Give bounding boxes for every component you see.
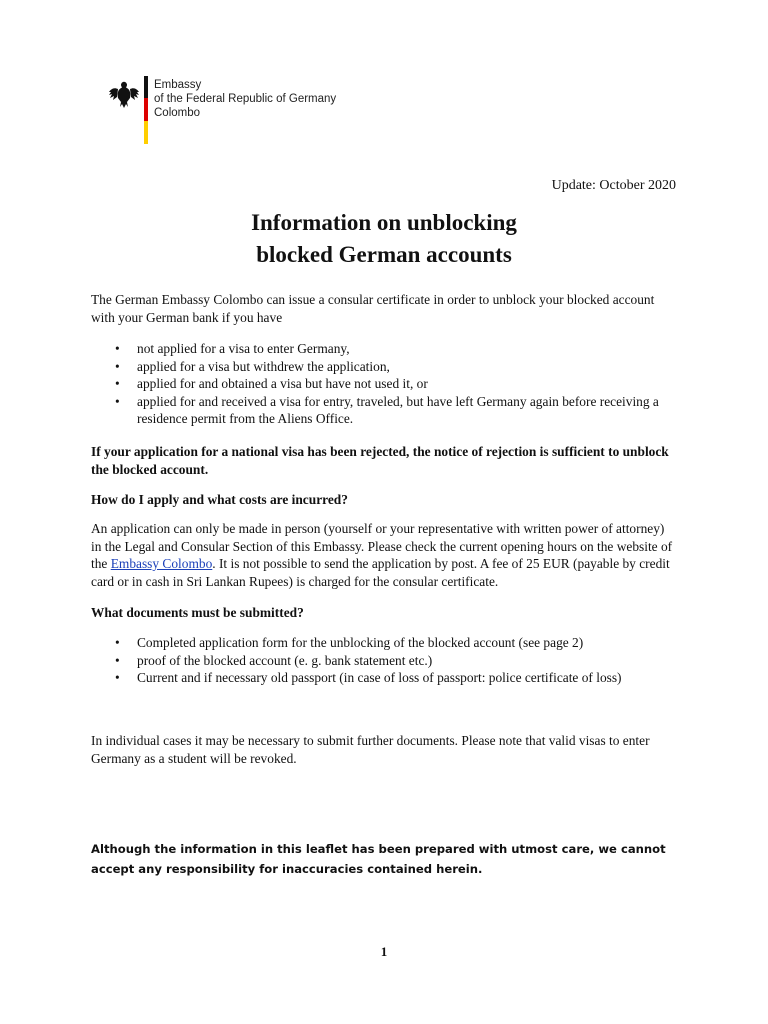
title-line-1: Information on unblocking: [251, 210, 517, 235]
rejection-note: If your application for a national visa has been rejected, the notice of rejection is sufficient to unblock the blocked account.: [91, 444, 669, 477]
list-item: [91, 634, 676, 652]
list-item: [91, 375, 676, 393]
list-item-text: applied for and obtained a visa but have not used it, or: [137, 376, 428, 391]
letterhead-text: [154, 78, 336, 120]
federal-eagle-icon: [108, 78, 140, 110]
update-date: Update: October 2020: [551, 178, 676, 193]
list-item: [91, 358, 676, 376]
bullet: •: [115, 358, 120, 374]
flag-black: [144, 76, 148, 98]
title-line-2: blocked German accounts: [256, 242, 512, 267]
flag-gold: [144, 121, 148, 144]
list-item: [91, 652, 676, 670]
disclaimer: Although the information in this leaflet has been prepared with utmost care, we cannot accept any responsibility for inaccuracies contained herein.: [91, 842, 666, 876]
bullet: •: [115, 652, 120, 668]
further-documents-paragraph: In individual cases it may be necessary to submit further documents. Please note that valid visas to enter Germany as a student will be revoked.: [91, 733, 650, 766]
apply-heading: How do I apply and what costs are incurred?: [91, 492, 348, 507]
list-item: [91, 340, 676, 358]
bullet: •: [115, 376, 120, 391]
list-item: [91, 393, 676, 428]
embassy-colombo-link[interactable]: Embassy Colombo: [110, 556, 213, 571]
bullet: •: [115, 670, 120, 685]
documents-list: [91, 634, 676, 687]
list-item: [91, 669, 676, 687]
flag-red: [144, 98, 148, 121]
bullet: •: [115, 635, 120, 650]
letterhead-line-1: Embassy: [154, 79, 202, 91]
page-number: 1: [380, 944, 388, 959]
apply-text-start: An application can only be made in person (yourself or your representative with written power of attorney) in the Legal and Consular Section of this Embassy. Please check the current opening hours on the website of the: [91, 521, 673, 571]
list-item-text: applied for and received a visa for entry, traveled, but have left Germany again before receiving a residence permit from the Aliens Office.: [137, 393, 659, 426]
list-item-text: not applied for a visa to enter Germany,: [137, 341, 350, 356]
apply-text-end: . It is not possible to send the application by post. A fee of 25 EUR (payable by credit card or in cash in Sri Lankan Rupees) is charged for the consular certificate.: [91, 556, 670, 589]
list-item-text: Current and if necessary old passport (in case of loss of passport: police certificate of loss): [137, 670, 622, 685]
page-title: [0, 207, 768, 271]
list-item-text: proof of the blocked account (e. g. bank statement etc.): [137, 652, 433, 668]
flag-bar: [144, 76, 148, 144]
apply-paragraph: [91, 520, 676, 590]
list-item-text: applied for a visa but withdrew the application,: [137, 358, 390, 374]
intro-paragraph: The German Embassy Colombo can issue a consular certificate in order to unblock your blocked account with your German bank if you have: [91, 292, 655, 325]
bullet: •: [115, 341, 120, 356]
documents-heading: What documents must be submitted?: [91, 605, 304, 620]
list-item-text: Completed application form for the unblocking of the blocked account (see page 2): [137, 635, 584, 650]
bullet: •: [115, 393, 120, 409]
letterhead-line-3: Colombo: [154, 107, 201, 119]
letterhead-line-2: of the Federal Republic of Germany: [154, 93, 337, 105]
conditions-list: [91, 340, 676, 428]
